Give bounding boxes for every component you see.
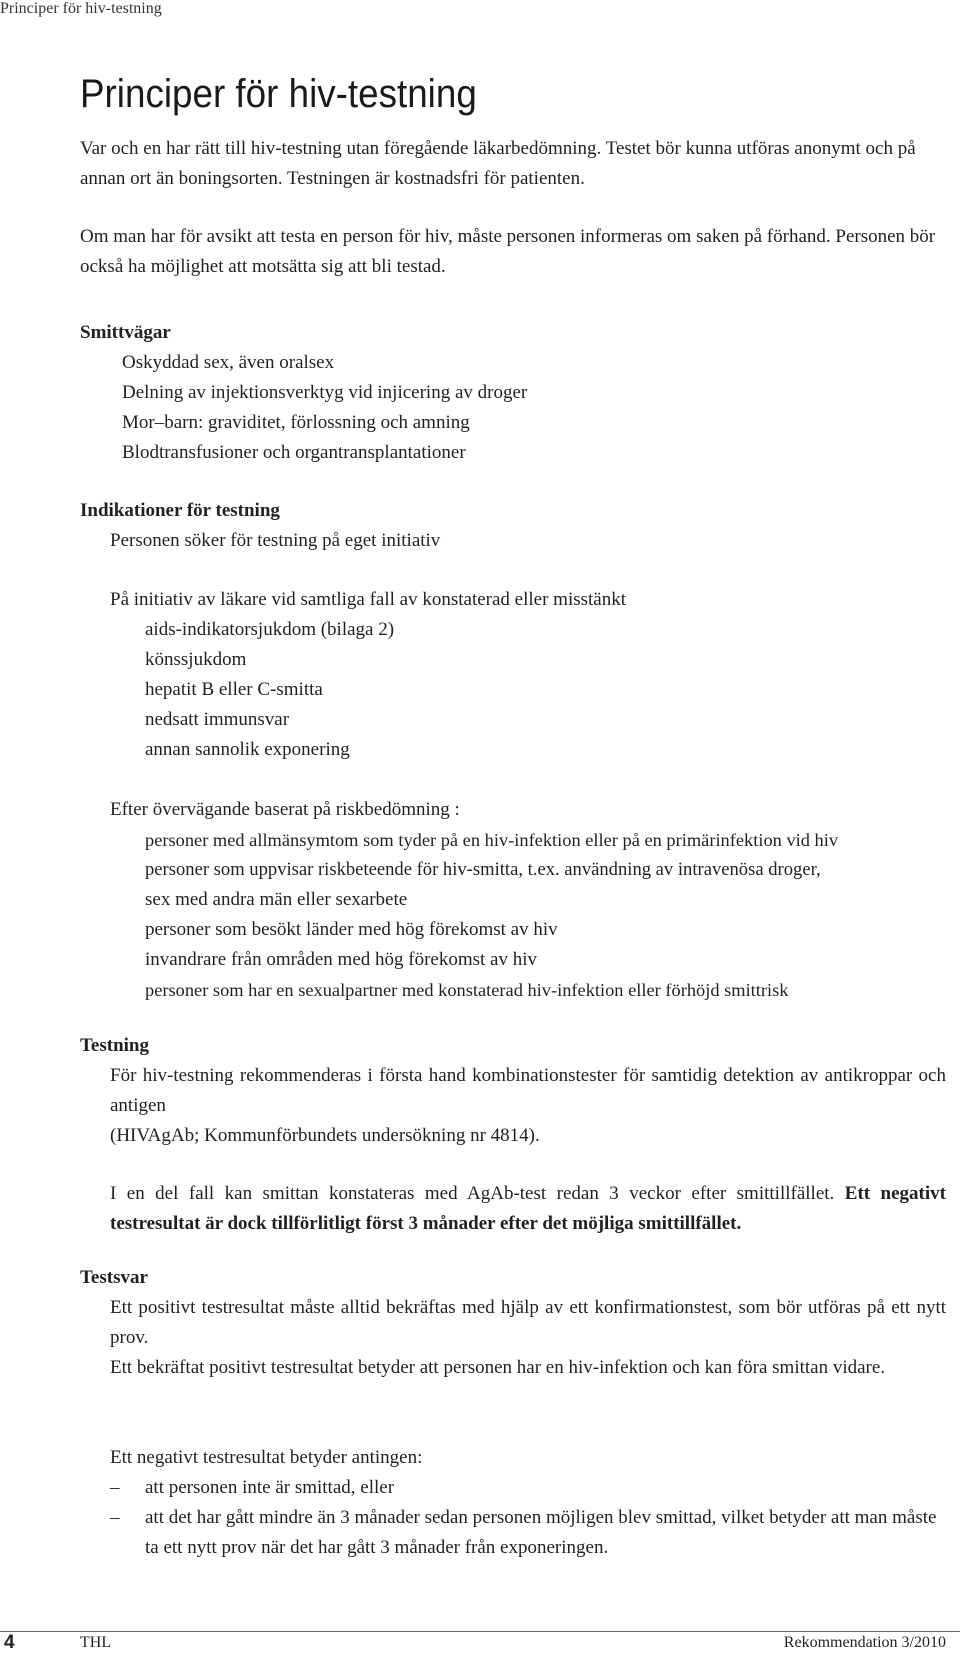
risk-item: personer som besökt länder med hög förekomst av hiv	[145, 919, 558, 940]
dash-bullet: –	[110, 1507, 120, 1528]
doctor-indication-item: aids-indikatorsjukdom (bilaga 2)	[145, 619, 395, 640]
indikationer-heading: Indikationer för testning	[80, 500, 280, 521]
smittvag-item: Delning av injektionsverktyg vid injicering av droger	[122, 382, 528, 403]
own-initiative-text: Personen söker för testning på eget initiativ	[110, 530, 441, 551]
doctor-indication-item: nedsatt immunsvar	[145, 709, 290, 730]
testning-paragraph-1: För hiv-testning rekommenderas i första hand kombinationstester för samtidig detektion av antikroppar och antigen	[110, 1065, 946, 1116]
negative-result-item: att personen inte är smittad, eller	[145, 1477, 395, 1498]
risk-item: sex med andra män eller sexarbete	[145, 889, 408, 910]
negative-result-item: att det har gått mindre än 3 månader sedan personen möjligen blev smittad, vilket betyder att man måste ta ett nytt prov när det har gått 3 månader från exponeringen.	[145, 1507, 937, 1558]
footer-publisher: THL	[80, 1634, 112, 1651]
intro-paragraph-2: Om man har för avsikt att testa en person för hiv, måste personen informeras om saken på förhand. Personen bör också ha möjlighet att motsätta sig att bli testad.	[80, 226, 936, 277]
footer-rule	[0, 1631, 960, 1632]
testning-paragraph-2	[110, 1179, 946, 1239]
doctor-indication-item: könssjukdom	[145, 649, 247, 670]
running-head: Principer för hiv-testning	[0, 0, 162, 17]
risk-item: personer med allmänsymtom som tyder på en hiv-infektion eller på en primärinfektion vid hiv	[145, 830, 839, 850]
risk-item: invandrare från områden med hög förekomst av hiv	[145, 949, 538, 970]
doctor-initiative-text: På initiativ av läkare vid samtliga fall av konstaterad eller misstänkt	[110, 589, 627, 610]
smittvag-item: Oskyddad sex, även oralsex	[122, 352, 335, 373]
negative-result-intro: Ett negativt testresultat betyder antingen:	[110, 1447, 423, 1468]
smittvag-item: Blodtransfusioner och organtransplantationer	[122, 442, 466, 463]
smittvagar-heading: Smittvägar	[80, 322, 171, 343]
intro-paragraph-1: Var och en har rätt till hiv-testning utan föregående läkarbedömning. Testet bör kunna utföras anonymt och på annan ort än boningsorten. Testningen är kostnadsfri för patienten.	[80, 138, 916, 189]
page-number: 4	[4, 1632, 15, 1653]
doctor-indication-item: annan sannolik exponering	[145, 739, 350, 760]
testning-heading: Testning	[80, 1035, 149, 1056]
doctor-indication-item: hepatit B eller C-smitta	[145, 679, 323, 700]
testning-reference: (HIVAgAb; Kommunförbundets undersökning nr 4814).	[110, 1125, 540, 1146]
testsvar-paragraph-2: Ett bekräftat positivt testresultat betyder att personen har en hiv-infektion och kan föra smittan vidare.	[110, 1357, 886, 1378]
testning-paragraph-2-text: I en del fall kan smittan konstateras med AgAb-test redan 3 veckor efter smittillfället.	[110, 1183, 835, 1204]
smittvag-item: Mor–barn: graviditet, förlossning och amning	[122, 412, 470, 433]
testning-paragraph-2-bold: Ett negativt testresultat är dock tillförlitligt först 3 månader efter det möjliga smittillfället.	[110, 1183, 946, 1234]
testsvar-heading: Testsvar	[80, 1267, 148, 1288]
risk-item: personer som uppvisar riskbeteende för hiv-smitta, t.ex. användning av intravenösa droger,	[145, 859, 821, 880]
testsvar-paragraph-1: Ett positivt testresultat måste alltid bekräftas med hjälp av ett konfirmationstest, som bör utföras på ett nytt prov.	[110, 1297, 946, 1348]
risk-item: personer som har en sexualpartner med konstaterad hiv-infektion eller förhöjd smittrisk	[145, 980, 789, 1000]
footer-publication: Rekommendation 3/2010	[783, 1634, 946, 1651]
risk-assessment-text: Efter övervägande baserat på riskbedömning :	[110, 799, 460, 820]
page-title: Principer för hiv-testning	[80, 72, 477, 116]
dash-bullet: –	[110, 1477, 120, 1498]
